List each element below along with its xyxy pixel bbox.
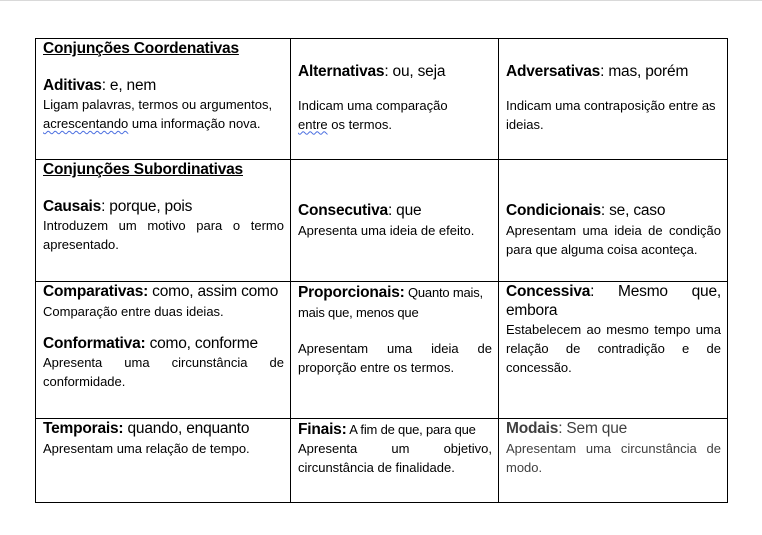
conjunction-heading [298,63,492,82]
conjunction-examples: : porque, pois [101,197,193,215]
conjunction-description: Apresenta uma circunstância de conformidade. [43,355,284,390]
conjunction-examples: : ou, seja [384,63,446,80]
cell-causais [36,160,291,282]
conjunction-examples: : que [387,202,422,219]
conjunction-term: Finais: [298,421,347,438]
conjunction-examples: : Mesmo que, embora [506,283,721,319]
conjunction-term: Comparativas: [43,283,149,300]
conjunction-term: Causais [43,197,102,215]
cell-comparativas-conformativa [36,282,291,419]
description-text: Indicam uma comparação [298,97,448,113]
conjunction-heading [298,202,492,221]
conjunction-heading [43,77,284,96]
conjunction-heading [506,63,721,82]
conjunction-examples: como, conforme [145,334,258,352]
conjunction-description: Apresentam uma relação de tempo. [43,440,250,456]
description-text: Ligam palavras, termos ou argumentos, [43,97,273,113]
conjunction-heading [506,420,721,439]
conjunction-heading [43,198,284,217]
conjunction-description: Apresenta uma ideia de efeito. [298,222,475,238]
conjunction-description [298,96,492,134]
group-title-coordenativas: Conjunções Coordenativas [43,40,239,57]
conjunction-term: Modais [506,420,559,437]
conjunctions-table [35,38,728,503]
conjunction-examples: : e, nem [101,76,157,94]
cell-proporcionais [291,282,499,419]
conjunction-examples: : Sem que [558,420,628,437]
conjunction-description: Estabelecem ao mesmo tempo uma relação de contradição e de concessão. [506,322,721,376]
spellcheck-word[interactable]: entre [298,116,328,132]
description-text: os termos. [327,116,392,132]
cell-condicionais [499,160,728,282]
group-title-subordinativas: Conjunções Subordinativas [43,161,243,178]
cell-aditivas [36,39,291,160]
cell-concessiva [499,282,728,419]
conjunction-examples: : se, caso [600,202,666,219]
conjunction-description [43,95,284,133]
table-row [36,39,728,160]
conjunction-description: Comparação entre duas ideias. [43,303,224,319]
conjunction-term: Alternativas [298,63,385,80]
conjunction-term: Concessiva [506,283,591,300]
conjunction-description: Apresenta um objetivo, circunstância de finalidade. [298,441,492,475]
description-text: uma informação nova. [128,116,261,132]
conjunction-heading [298,420,492,439]
conjunction-examples: quando, enquanto [123,420,250,437]
top-divider [0,0,762,1]
conjunction-term: Adversativas [506,63,601,80]
conjunction-heading [298,283,492,323]
conjunction-examples: A fim de que, para que [346,422,476,437]
cell-temporais [36,419,291,503]
conjunction-heading [506,202,721,221]
conjunction-term: Consecutiva [298,202,388,219]
conjunction-description: Indicam uma contraposição entre as ideias. [506,97,716,132]
conjunction-term: Condicionais [506,202,601,219]
conjunction-term: Conformativa: [43,334,146,352]
conjunction-examples: : mas, porém [600,63,689,80]
table-row [36,160,728,282]
cell-consecutiva [291,160,499,282]
conjunction-examples: como, assim como [148,283,279,300]
table-row [36,282,728,419]
conjunction-heading [43,283,284,302]
conjunction-term: Proporcionais: [298,284,405,301]
cell-alternativas [291,39,499,160]
conjunction-description: Introduzem um motivo para o termo apresentado. [43,218,284,253]
conjunction-heading [43,335,284,354]
conjunction-description: Apresentam uma ideia de condição para que alguma coisa aconteça. [506,222,721,257]
conjunction-heading [43,420,284,439]
cell-adversativas [499,39,728,160]
cell-finais [291,419,499,503]
conjunction-description: Apresentam uma ideia de proporção entre os termos. [298,341,492,375]
table-row [36,419,728,503]
conjunction-term: Temporais: [43,420,124,437]
cell-modais [499,419,728,503]
conjunction-examples: Quanto mais, mais que, menos que [298,285,483,320]
conjunction-heading [506,283,721,320]
conjunction-description: Apresentam uma circunstância de modo. [506,440,721,475]
conjunction-term: Aditivas [43,76,102,94]
spellcheck-word[interactable]: acrescentando [43,116,129,132]
